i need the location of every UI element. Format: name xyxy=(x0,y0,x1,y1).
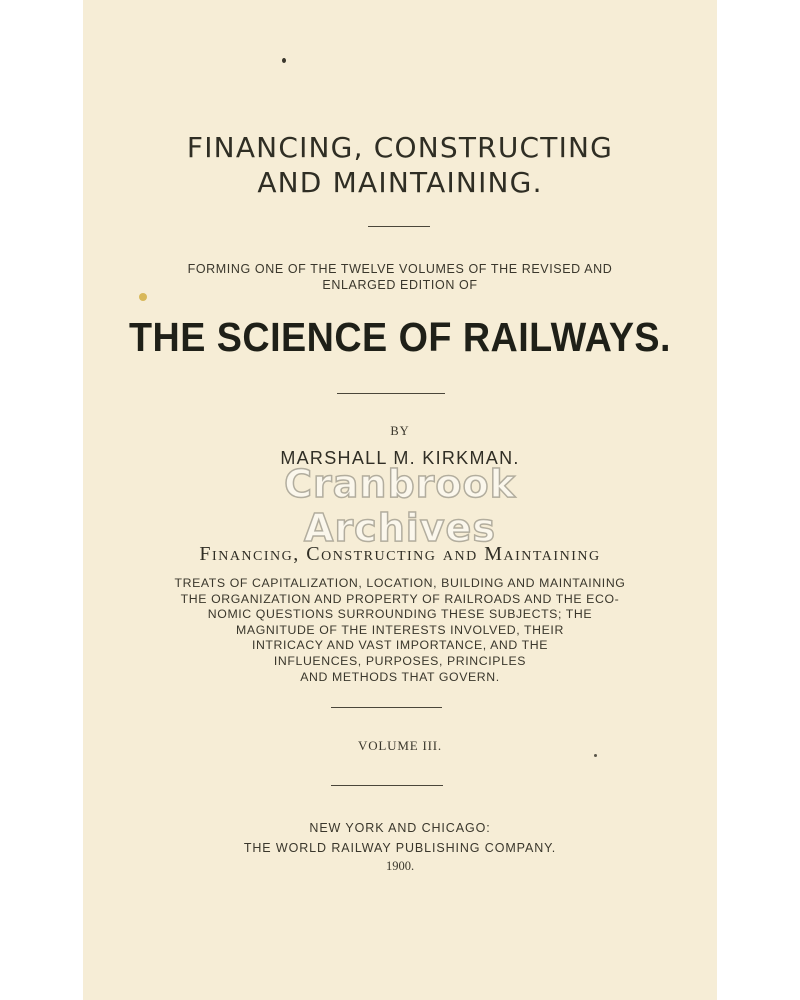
series-note-line-1: FORMING ONE OF THE TWELVE VOLUMES OF THE REVISED AND xyxy=(187,262,613,276)
series-note xyxy=(83,261,717,293)
book-title-line-2: AND MAINTAINING. xyxy=(257,166,543,199)
description-line: INTRICACY AND VAST IMPORTANCE, AND THE xyxy=(251,638,549,653)
description-line: THE ORGANIZATION AND PROPERTY OF RAILROADS AND THE ECO- xyxy=(180,591,620,606)
divider-rule xyxy=(337,393,445,394)
ink-speck xyxy=(282,58,286,63)
divider-rule xyxy=(331,785,443,786)
volume-number: VOLUME III. xyxy=(358,738,442,753)
watermark-line-2: Archives xyxy=(304,506,496,550)
volume-description xyxy=(83,576,717,685)
series-title: THE SCIENCE OF RAILWAYS. xyxy=(129,314,671,360)
stain-spot xyxy=(139,293,147,301)
book-title xyxy=(83,130,717,200)
imprint xyxy=(83,818,717,858)
author-name: MARSHALL M. KIRKMAN. xyxy=(280,448,520,468)
divider-rule xyxy=(368,226,430,227)
description-line: TREATS OF CAPITALIZATION, LOCATION, BUILDING AND MAINTAINING xyxy=(174,576,626,590)
divider-rule xyxy=(331,707,442,708)
watermark-line-1: Cranbrook xyxy=(284,462,516,506)
title-page xyxy=(83,0,717,1000)
book-title-line-1: FINANCING, CONSTRUCTING xyxy=(186,131,614,164)
description-line: INFLUENCES, PURPOSES, PRINCIPLES xyxy=(273,653,527,668)
imprint-place: NEW YORK AND CHICAGO: xyxy=(309,821,491,835)
series-note-line-2: ENLARGED EDITION OF xyxy=(322,278,478,292)
description-line: NOMIC QUESTIONS SURROUNDING THESE SUBJECTS; THE xyxy=(207,607,593,622)
description-line: AND METHODS THAT GOVERN. xyxy=(300,669,500,684)
by-label: BY xyxy=(390,424,410,438)
volume-subheading: Financing, Constructing and Maintaining xyxy=(199,543,601,565)
description-line: MAGNITUDE OF THE INTERESTS INVOLVED, THEIR xyxy=(236,622,564,637)
publication-year: 1900. xyxy=(385,859,415,873)
ink-speck xyxy=(594,754,597,757)
imprint-publisher: THE WORLD RAILWAY PUBLISHING COMPANY. xyxy=(243,841,557,855)
